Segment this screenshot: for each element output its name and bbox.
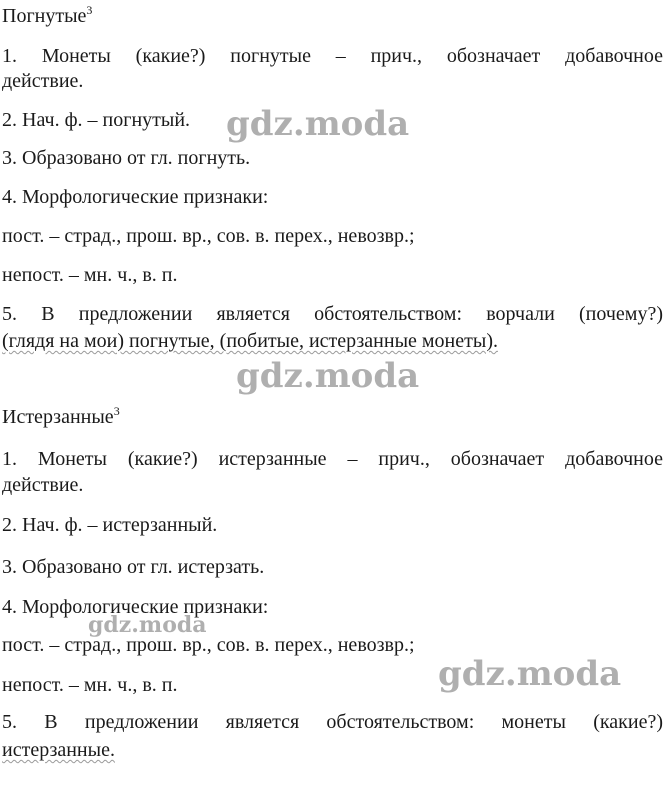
item-5-line-1: 5. В предложении является обстоятельством: ворчали (почему?) [2, 303, 663, 325]
item-1-line-2: действие. [2, 474, 84, 496]
item-1-line-2: действие. [2, 70, 84, 92]
watermark-logo: gdz.moda [236, 356, 420, 396]
item-2: 2. Нач. ф. – истерзанный. [2, 514, 218, 536]
item-1-line-1: 1. Монеты (какие?) истерзанные – прич., обозначает добавочное [2, 448, 663, 470]
underlined-phrase: (глядя на мои) погнутые, (побитые, истерзанные монеты). [2, 330, 498, 352]
watermark-logo: gdz.moda [88, 612, 207, 638]
item-4-constant: пост. – страд., прош. вр., сов. в. перех., невозвр.; [2, 225, 415, 247]
item-4: 4. Морфологические признаки: [2, 596, 269, 618]
section-title-isterzannye [2, 405, 663, 429]
underlined-phrase: истерзанные. [2, 739, 115, 761]
item-4: 4. Морфологические признаки: [2, 186, 269, 208]
watermark-logo: gdz.moda [226, 104, 410, 144]
item-5-line-2 [2, 738, 663, 762]
item-4-constant: пост. – страд., прош. вр., сов. в. перех., невозвр.; [2, 634, 415, 656]
item-1-line-1: 1. Монеты (какие?) погнутые – прич., обозначает добавочное [2, 45, 663, 67]
item-5-line-1: 5. В предложении является обстоятельством: монеты (какие?) [2, 711, 663, 733]
item-3: 3. Образовано от гл. погнуть. [2, 147, 251, 169]
item-2: 2. Нач. ф. – погнутый. [2, 109, 191, 131]
item-5-line-2 [2, 329, 663, 353]
section-title-pognutye [2, 4, 663, 28]
footnote-mark: 3 [86, 3, 93, 17]
item-4-nonconstant: непост. – мн. ч., в. п. [2, 674, 178, 696]
item-3: 3. Образовано от гл. истерзать. [2, 556, 265, 578]
watermark-logo: gdz.moda [438, 654, 622, 694]
title-text: Погнутые [2, 5, 87, 27]
title-text: Истерзанные [2, 406, 114, 428]
footnote-mark: 3 [113, 404, 120, 418]
item-4-nonconstant: непост. – мн. ч., в. п. [2, 264, 178, 286]
